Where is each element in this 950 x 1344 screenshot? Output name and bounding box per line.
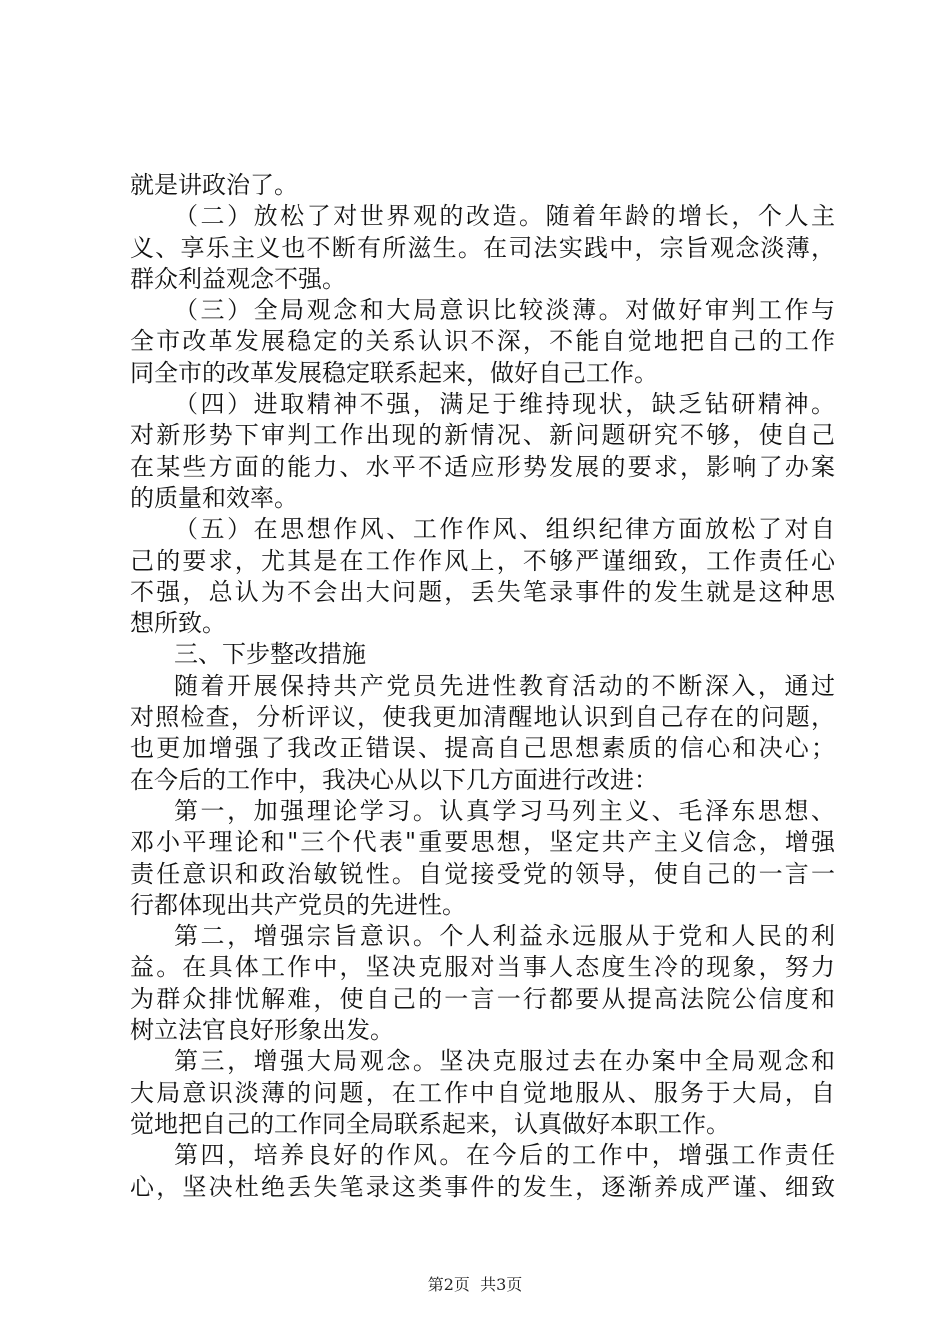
text-line: （二）放松了对世界观的改造。随着年龄的增长，个人主 bbox=[174, 202, 835, 231]
text-line: 责任意识和政治敏锐性。自觉接受党的领导，使自己的一言一 bbox=[130, 859, 835, 888]
text-line: 不强，总认为不会出大问题，丢失笔录事件的发生就是这种思 bbox=[130, 577, 835, 606]
text-line: 树立法官良好形象出发。 bbox=[130, 1016, 394, 1045]
text-line: 在今后的工作中，我决心从以下几方面进行改进： bbox=[130, 765, 658, 794]
text-line: 第四，培养良好的作风。在今后的工作中，增强工作责任 bbox=[174, 1141, 835, 1170]
text-line: 心，坚决杜绝丢失笔录这类事件的发生，逐渐养成严谨、细致 bbox=[130, 1172, 835, 1201]
text-line: 就是讲政治了。 bbox=[130, 171, 298, 199]
text-line: 随着开展保持共产党员先进性教育活动的不断深入，通过 bbox=[174, 671, 835, 700]
text-line: 觉地把自己的工作同全局联系起来，认真做好本职工作。 bbox=[130, 1109, 730, 1138]
text-line: （五）在思想作风、工作作风、组织纪律方面放松了对自 bbox=[174, 515, 835, 544]
text-line: 在某些方面的能力、水平不适应形势发展的要求，影响了办案 bbox=[130, 452, 835, 481]
text-line: 大局意识淡薄的问题，在工作中自觉地服从、服务于大局，自 bbox=[130, 1078, 835, 1107]
text-line: 也更加增强了我改正错误、提高自己思想素质的信心和决心； bbox=[130, 734, 835, 763]
page-number-footer: 第2页 共3页 bbox=[427, 1275, 523, 1294]
text-line: 益。在具体工作中，坚决克服对当事人态度生冷的现象，努力 bbox=[130, 953, 835, 982]
text-line: 群众利益观念不强。 bbox=[130, 264, 346, 293]
text-line: 第二，增强宗旨意识。个人利益永远服从于党和人民的利 bbox=[174, 922, 835, 951]
text-line: 对照检查，分析评议，使我更加清醒地认识到自己存在的问题， bbox=[130, 703, 835, 732]
text-line: 第一，加强理论学习。认真学习马列主义、毛泽东思想、 bbox=[174, 796, 835, 825]
text-line: 己的要求，尤其是在工作作风上，不够严谨细致，工作责任心 bbox=[130, 546, 835, 575]
text-line: 对新形势下审判工作出现的新情况、新问题研究不够，使自己 bbox=[130, 421, 835, 450]
text-line: 义、享乐主义也不断有所滋生。在司法实践中，宗旨观念淡薄， bbox=[130, 233, 835, 262]
section-heading: 三、下步整改措施 bbox=[174, 640, 366, 669]
text-line: 全市改革发展稳定的关系认识不深，不能自觉地把自己的工作 bbox=[130, 327, 835, 356]
text-line: 行都体现出共产党员的先进性。 bbox=[130, 890, 466, 919]
text-line: （四）进取精神不强，满足于维持现状，缺乏钻研精神。 bbox=[174, 390, 835, 419]
text-line: 为群众排忧解难，使自己的一言一行都要从提高法院公信度和 bbox=[130, 984, 835, 1013]
document-body bbox=[130, 170, 835, 1203]
text-line: （三）全局观念和大局意识比较淡薄。对做好审判工作与 bbox=[174, 296, 835, 325]
text-line: 的质量和效率。 bbox=[130, 483, 298, 512]
text-line: 第三，增强大局观念。坚决克服过去在办案中全局观念和 bbox=[174, 1047, 835, 1076]
text-line: 邓小平理论和"三个代表"重要思想，坚定共产主义信念，增强 bbox=[130, 828, 835, 857]
text-line: 同全市的改革发展稳定联系起来，做好自己工作。 bbox=[130, 358, 658, 387]
text-line: 想所致。 bbox=[130, 609, 226, 638]
